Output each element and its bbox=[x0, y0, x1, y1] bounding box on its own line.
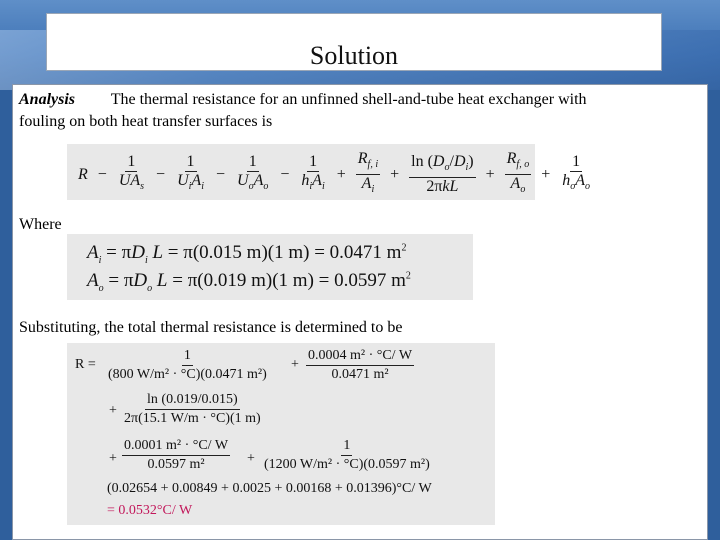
eq3-fraction-1: $\frac{1}{\text{(800 W/m² · °C)(0.0471 m²)}}$ bbox=[108, 348, 267, 382]
eq1-term-6: $\frac{\ln (D_o/D_i)}{\text{2πkL}}$ bbox=[411, 153, 474, 196]
eq1-term-3: $\frac{1}{U_oA_o}$ bbox=[237, 153, 269, 193]
area-outer-line: $A_o = \pi D_o$ L = π(0.019 m)(1 m) = 0.0597 $m^2$ bbox=[87, 270, 411, 294]
eq1-lhs: R bbox=[78, 165, 88, 183]
substitution-equation: R = $\frac{1}{\text{(800 W/m² · °C)(0.0471 m²)}}$ + $\frac{\text{0.0004 m² · °C/ W}}{\text{0.0471 m²}}$ + $\frac{\ln (0.019/0.015)}{2\pi(15.1 W/m \cdot ^\circ C)(1 m)}$ + $\frac{\text{0.0001 m² · °C/ W}}{\text{0.0597 m²}}$ + $\frac{1}{\text{(1200 W/m² · °C)(0.0597 m²)}}$ (0.02654 + 0.00849 + 0.0025 + 0.00168 + 0.01396)°C/ W = 0.0532°C/ W bbox=[67, 343, 495, 525]
substituting-text: Substituting, the total thermal resistance is determined to be bbox=[19, 319, 403, 336]
eq1-term-1: $\frac{1}{UA_s}$ bbox=[118, 153, 145, 193]
resistance-equation: R − $\frac{1}{UA_s}$ − $\frac{1}{U_iA_i}$ − $\frac{1}{U_oA_o}$ − $\frac{1}{h_iA_i}$ + $\frac{R_{f, i}}{A_i}$ + $\frac{\ln (D_o/D_i)}{\text{2πkL}}$ + $\frac{R_{f, o}}{A_o}$ + $\frac{1}{h_oA_o}$ bbox=[67, 144, 535, 200]
eq1-term-2: $\frac{1}{U_iA_i}$ bbox=[177, 153, 204, 193]
analysis-paragraph-line2: fouling on both heat transfer surfaces is bbox=[19, 113, 273, 130]
area-equations bbox=[67, 234, 473, 300]
where-label: Where bbox=[19, 216, 62, 233]
eq3-result: = 0.0532°C/ W bbox=[107, 503, 193, 518]
eq3-fraction-5: $\frac{1}{\text{(1200 W/m² · °C)(0.0597 m²)}}$ bbox=[264, 438, 430, 472]
area-inner-line: $A_i = \pi D_i$ L = π(0.015 m)(1 m) = 0.0471 $m^2$ bbox=[87, 242, 407, 266]
eq3-lhs: R = bbox=[75, 357, 96, 372]
content-panel bbox=[12, 84, 708, 540]
eq1-term-7: $\frac{R_{f, o}}{A_o}$ bbox=[506, 150, 530, 196]
eq3-fraction-3: $\frac{\ln (0.019/0.015)}{2\pi(15.1 W/m \cdot ^\circ C)(1 m)}$ bbox=[124, 392, 261, 426]
eq3-fraction-4: $\frac{\text{0.0001 m² · °C/ W}}{\text{0.0597 m²}}$ bbox=[124, 438, 229, 472]
analysis-label: Analysis bbox=[19, 91, 76, 108]
eq1-term-8: $\frac{1}{h_oA_o}$ bbox=[562, 153, 591, 193]
analysis-text: The thermal resistance for an unfinned shell-and-tube heat exchanger with bbox=[110, 91, 587, 108]
eq1-term-4: $\frac{1}{h_iA_i}$ bbox=[301, 153, 325, 193]
eq3-sum-line: (0.02654 + 0.00849 + 0.0025 + 0.00168 + 0.01396)°C/ W bbox=[107, 481, 432, 496]
analysis-paragraph bbox=[19, 89, 703, 111]
eq1-term-5: $\frac{R_{f, i}}{A_i}$ bbox=[357, 150, 379, 196]
title-box bbox=[46, 13, 662, 71]
eq3-fraction-2: $\frac{\text{0.0004 m² · °C/ W}}{\text{0.0471 m²}}$ bbox=[308, 348, 413, 382]
slide-title: Solution bbox=[309, 41, 399, 70]
